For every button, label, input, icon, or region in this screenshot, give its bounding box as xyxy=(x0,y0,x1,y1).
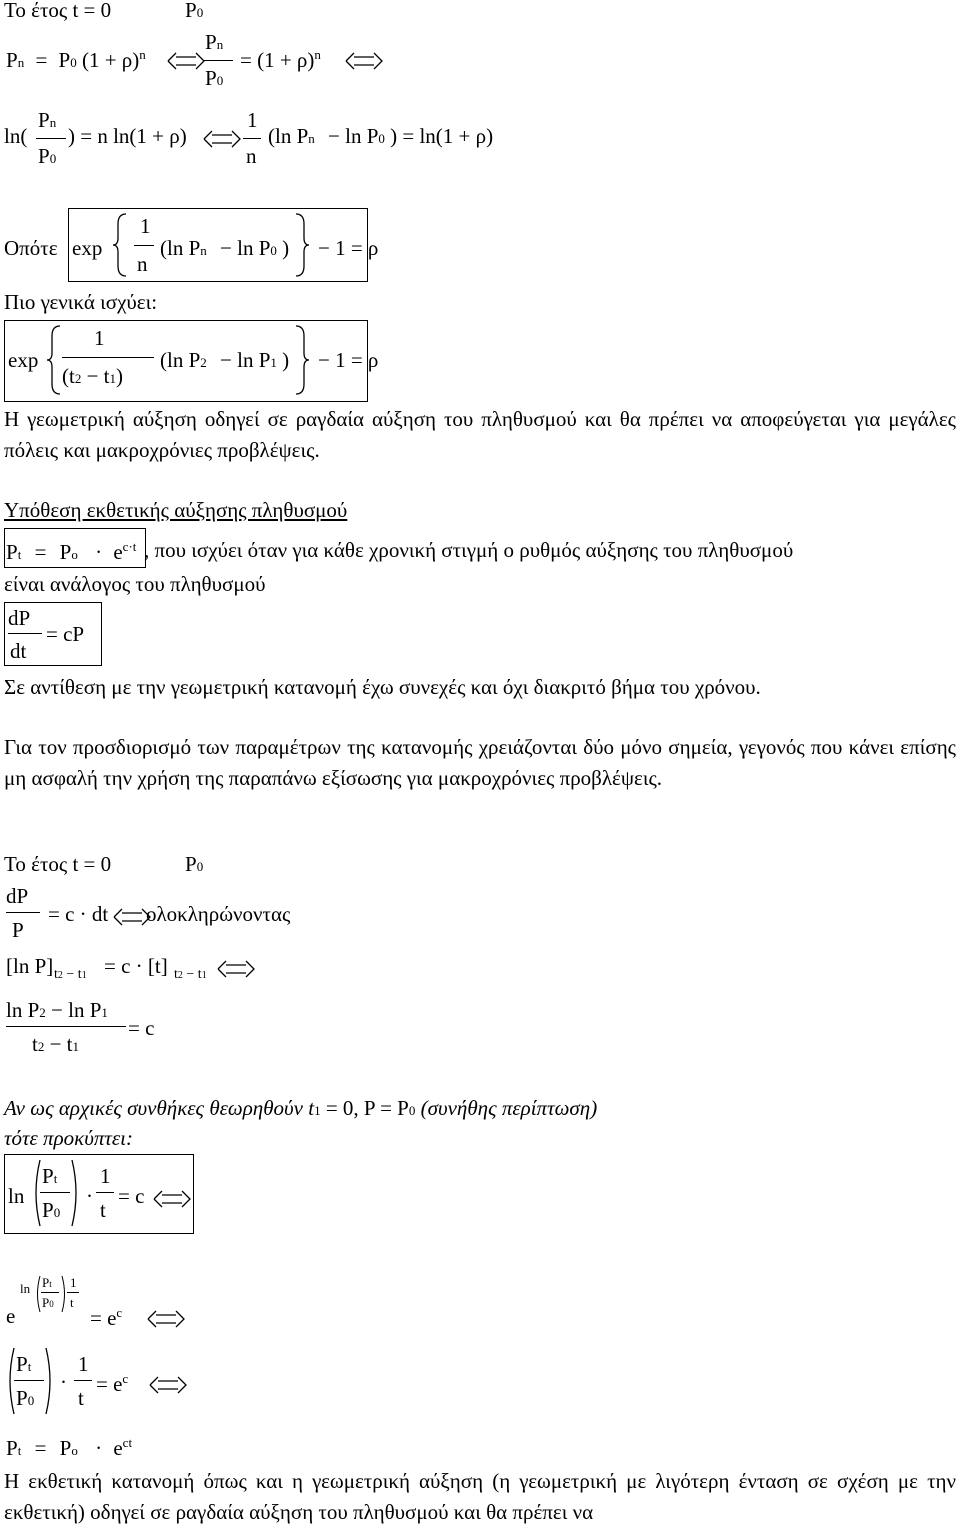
paragraph-contrast: Σε αντίθεση με την γεωμετρική κατανομή έχω συνεχές και όχι διακριτό βήμα του χρόνου. xyxy=(4,675,761,699)
paren-eq-one: 1 xyxy=(78,1352,89,1376)
ln-eq-t: t xyxy=(100,1198,106,1222)
ln-eq-one: 1 xyxy=(100,1164,111,1188)
intro-p0: P0 xyxy=(185,0,204,22)
e-eq-frac-line xyxy=(41,1292,59,1293)
e-eq-e: e xyxy=(6,1304,16,1328)
iff-arrow-2 xyxy=(344,52,384,72)
paragraph-parameters: Για τον προσδιορισμό των παραμέτρων της κατανομής χρειάζονται δύο μόνο σημεία, γεγονός που κάνει επίσης μη ασφαλή την χρήση της παραπάνω εξίσωσης για μακροχρόνιες προβλέψεις. xyxy=(4,735,956,790)
slope-rhs: = c xyxy=(128,1016,155,1040)
ln-eq-num: Pt xyxy=(42,1164,58,1188)
eq1-frac-den: P0 xyxy=(205,66,224,90)
iff-arrow-7 xyxy=(146,1310,186,1330)
general-tail: − 1 = ρ xyxy=(318,348,379,372)
eq2-one: 1 xyxy=(247,108,258,132)
int-num: dP xyxy=(6,884,29,908)
opote-exp: exp xyxy=(72,236,103,260)
ln-eq-frac-line xyxy=(40,1192,70,1193)
eq1-lhs: Pn = P0 $(1 + \rho)^n$ xyxy=(6,47,146,72)
int-rhs: = c · dt xyxy=(48,902,109,926)
bracket-mid: = c · [t] xyxy=(104,954,168,978)
e-eq-lparen xyxy=(34,1274,42,1314)
section-heading: Υπόθεση εκθετικής αύξησης πληθυσμού xyxy=(4,498,348,522)
paragraph-exponential: Η εκθετική κατανομή όπως και η γεωμετρική αύξηση (η γεωμετρική με λιγότερη ένταση σε σχέση με την εκθετική) οδηγεί σε ραγδαία αύξηση του πληθυσμού και θα πρέπει να xyxy=(4,1469,956,1524)
intro-line: Το έτος t = 0 xyxy=(4,0,112,22)
int-frac-line xyxy=(6,912,40,913)
general-den: (t2 − t1) xyxy=(62,364,124,388)
bracket-lim2: t2 − t1 xyxy=(174,967,207,982)
eq2-frac-line xyxy=(36,138,66,139)
initial-conditions: Αν ως αρχικές συνθήκες θεωρηθούν t1 = 0, P = P0 (συνήθης περίπτωση) xyxy=(4,1096,598,1120)
diff-den: dt xyxy=(10,639,27,663)
exp-eq-description-2: είναι ανάλογος του πληθυσμού xyxy=(4,572,266,596)
iff-arrow-1 xyxy=(166,52,206,72)
ln-eq-lparen xyxy=(30,1158,42,1228)
e-eq-t: t xyxy=(70,1295,74,1310)
eq2-den: P0 xyxy=(38,144,57,168)
opote-tail: − 1 = ρ xyxy=(318,236,379,260)
diff-num: dP xyxy=(8,606,31,630)
bracket-left: [ln P] xyxy=(6,954,54,978)
paren-eq-frac-line xyxy=(14,1380,44,1381)
eq2-num: Pn xyxy=(38,108,57,132)
general-expr: (ln P2 − ln P1 ) xyxy=(160,348,290,372)
iff-arrow-8 xyxy=(148,1376,188,1396)
iff-arrow-5 xyxy=(216,960,256,980)
ln-eq-dot: · xyxy=(86,1184,93,1208)
general-frac-line xyxy=(62,357,154,358)
paren-eq-rparen xyxy=(44,1346,56,1416)
paren-eq-rhs: = $e^c$ xyxy=(96,1371,129,1396)
ln-eq-rparen xyxy=(70,1158,82,1228)
e-eq-ln: ln xyxy=(20,1281,31,1296)
e-eq-rhs: = $e^c$ xyxy=(90,1305,123,1330)
iff-arrow-6 xyxy=(152,1190,192,1210)
eq2-expr: (ln Pn − ln P0 ) = ln(1 + ρ) xyxy=(268,124,494,148)
eq2-frac-line-2 xyxy=(243,138,261,139)
eq1-rhs2: = $(1 + \rho)^n$ xyxy=(240,47,321,72)
opote-expr: (ln Pn − ln P0 ) xyxy=(160,236,290,260)
paren-eq-frac-line-2 xyxy=(74,1380,92,1381)
ln-eq-den: P0 xyxy=(42,1198,61,1222)
general-exp: exp xyxy=(8,348,39,372)
paren-eq-lparen xyxy=(4,1346,16,1416)
general-one: 1 xyxy=(94,326,105,350)
intro2-p0: P0 xyxy=(185,852,204,876)
exp-eq-description: , που ισχύει όταν για κάθε χρονική στιγμή ο ρυθμός αύξησης του πληθυσμού xyxy=(144,538,794,562)
ln-eq-ln: ln xyxy=(8,1184,25,1208)
general-right-brace xyxy=(292,324,312,396)
paren-eq-t: t xyxy=(78,1386,84,1410)
diff-frac-line xyxy=(8,633,42,634)
paren-eq-num: Pt xyxy=(16,1352,32,1376)
int-word: ολοκληρώνοντας xyxy=(146,902,291,926)
opote-n: n xyxy=(137,252,148,276)
e-eq-frac-line-2 xyxy=(67,1292,79,1293)
results-label: τότε προκύπτει: xyxy=(4,1126,134,1150)
general-label: Πιο γενικά ισχύει: xyxy=(4,290,158,314)
paragraph-geometric: Η γεωμετρική αύξηση οδηγεί σε ραγδαία αύξηση του πληθυσμού και θα πρέπει να αποφεύγεται για μεγάλες πόλεις και μακροχρόνιες προβλέψεις. xyxy=(4,407,956,462)
eq2-n: n xyxy=(246,144,257,168)
slope-den: t2 − t1 xyxy=(32,1032,80,1056)
slope-frac-line xyxy=(6,1026,126,1027)
iff-arrow-3 xyxy=(202,130,242,150)
exp-eq: $Pt = Po \cdot e^{c\cdot t}$ xyxy=(6,539,137,564)
slope-num: ln P2 − ln P1 xyxy=(6,998,108,1022)
e-eq-num: Pt xyxy=(42,1275,52,1290)
opote-frac-line xyxy=(134,245,154,246)
paren-eq-den: P0 xyxy=(16,1386,35,1410)
intro2-line: Το έτος t = 0 xyxy=(4,852,112,876)
paren-eq-dot: · xyxy=(60,1370,67,1394)
eq2-mid: ) = n ln(1 + ρ) xyxy=(68,124,187,148)
final-eq: $Pt = Po \cdot e^{ct}$ xyxy=(6,1435,133,1460)
diff-rhs: = cP xyxy=(46,622,85,646)
e-eq-one: 1 xyxy=(70,1275,77,1290)
opote-label: Οπότε xyxy=(4,236,58,260)
ln-eq-rhs: = c xyxy=(118,1184,145,1208)
eq2-ln-open: ln( xyxy=(4,124,28,148)
eq1-frac-line xyxy=(203,60,233,61)
eq1-frac-num: Pn xyxy=(205,30,224,54)
ln-eq-frac-line-2 xyxy=(96,1192,114,1193)
int-den: P xyxy=(12,918,24,942)
e-eq-den: P0 xyxy=(42,1295,54,1310)
opote-right-brace xyxy=(292,212,312,278)
bracket-lim: t2 − t1 xyxy=(54,967,87,982)
opote-one: 1 xyxy=(140,214,151,238)
e-eq-rparen xyxy=(60,1274,68,1314)
opote-left-brace xyxy=(112,212,132,278)
